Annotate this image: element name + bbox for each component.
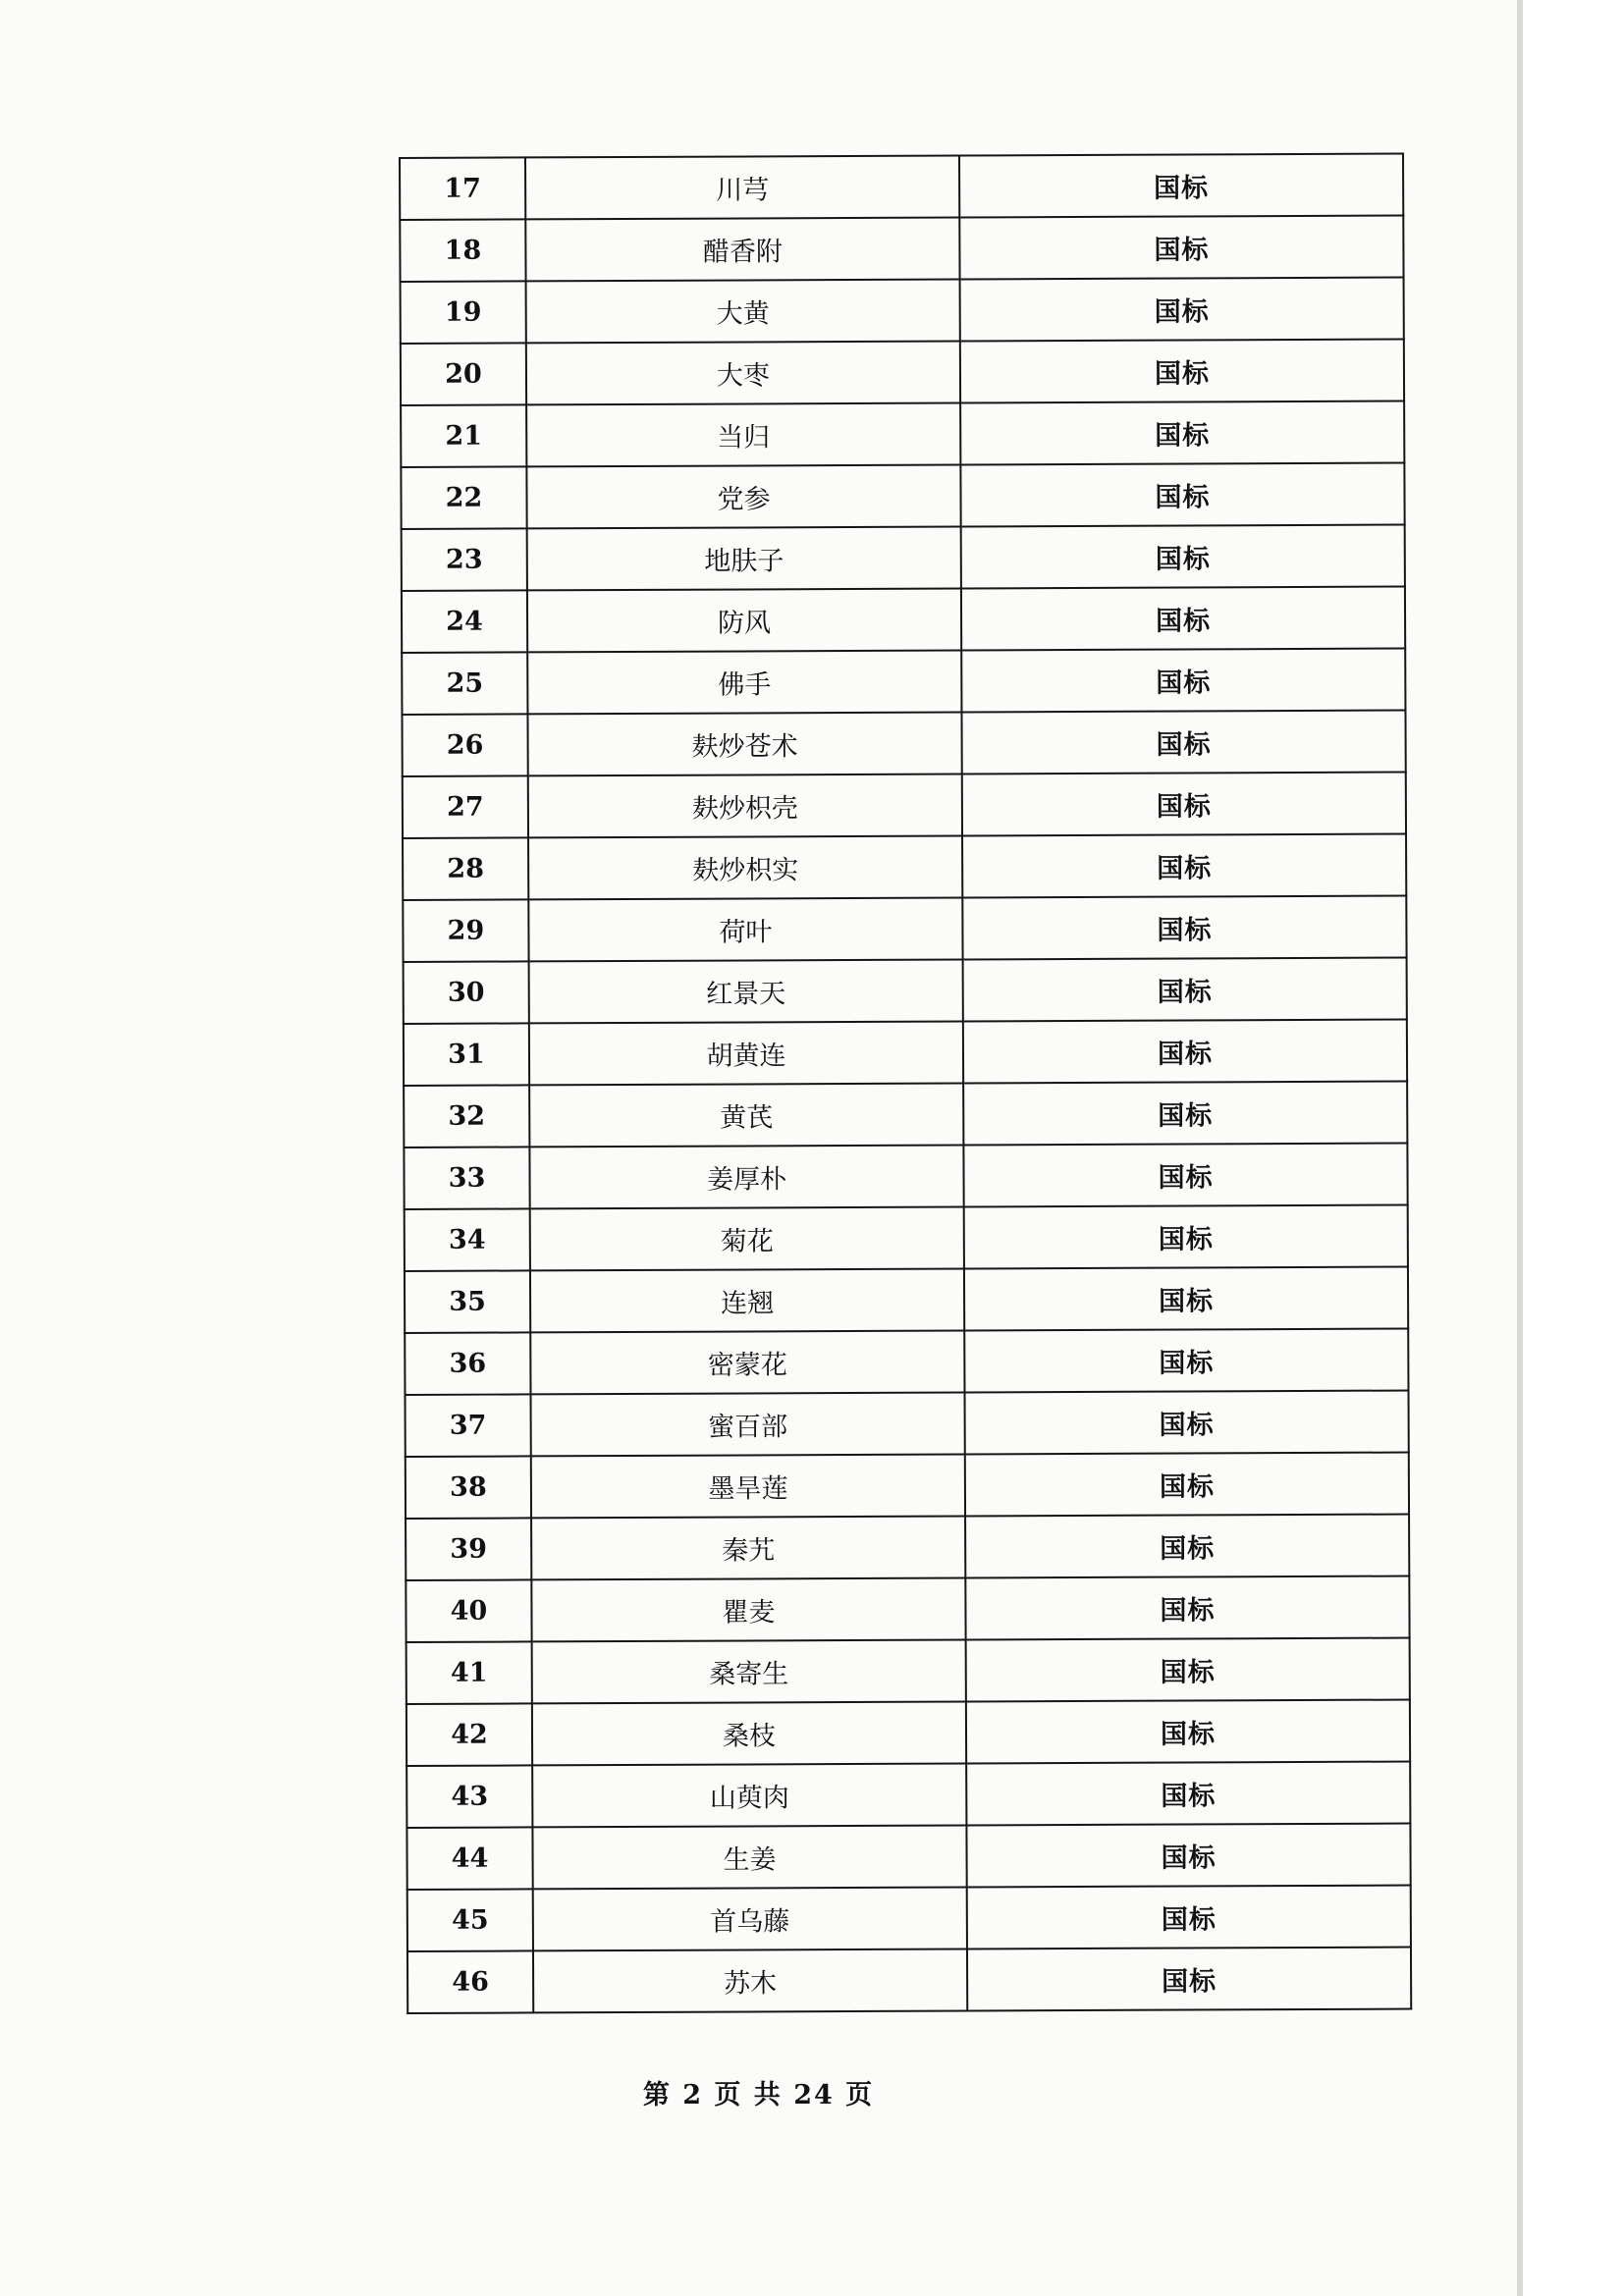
table-row xyxy=(401,278,1404,344)
row-number: 43 xyxy=(406,1765,532,1828)
herb-name: 秦艽 xyxy=(531,1516,965,1579)
standard-type: 国标 xyxy=(963,1144,1407,1207)
herb-name: 桑枝 xyxy=(532,1701,966,1765)
table-row xyxy=(403,773,1406,838)
table-row xyxy=(404,1082,1407,1148)
table-row xyxy=(403,834,1406,900)
herb-name: 醋香附 xyxy=(525,218,959,282)
row-number: 33 xyxy=(404,1147,529,1209)
row-number: 35 xyxy=(405,1270,530,1333)
herb-name: 荷叶 xyxy=(528,898,962,962)
row-number: 24 xyxy=(402,590,527,653)
herb-name: 生姜 xyxy=(532,1825,966,1889)
standard-type: 国标 xyxy=(960,401,1404,465)
herb-name: 胡黄连 xyxy=(529,1022,963,1086)
table-row xyxy=(405,1267,1408,1333)
herb-name: 山萸肉 xyxy=(532,1763,966,1827)
herb-name: 密蒙花 xyxy=(530,1330,964,1394)
row-number: 31 xyxy=(404,1023,529,1086)
standard-type: 国标 xyxy=(967,1886,1411,1949)
row-number: 40 xyxy=(406,1579,531,1642)
herb-name: 墨旱莲 xyxy=(531,1454,965,1518)
table-row xyxy=(406,1391,1409,1457)
herb-name: 首乌藤 xyxy=(533,1887,967,1950)
standard-type: 国标 xyxy=(962,896,1406,960)
herb-name: 黄芪 xyxy=(529,1083,963,1147)
table-row xyxy=(407,1948,1411,2013)
row-number: 41 xyxy=(406,1641,532,1704)
standard-type: 国标 xyxy=(961,587,1405,651)
herb-name: 苏木 xyxy=(533,1949,967,2012)
row-number: 46 xyxy=(407,1950,533,2013)
table-row xyxy=(402,587,1405,653)
herb-name: 麸炒枳实 xyxy=(528,836,962,900)
standard-type: 国标 xyxy=(960,278,1404,342)
table-row xyxy=(406,1515,1409,1580)
row-number: 45 xyxy=(407,1889,533,1951)
row-number: 34 xyxy=(405,1208,530,1271)
table-row xyxy=(400,154,1403,220)
herb-name: 当归 xyxy=(526,403,960,467)
standard-type: 国标 xyxy=(962,773,1406,836)
table-row xyxy=(403,896,1406,962)
herb-name: 红景天 xyxy=(529,960,963,1024)
standard-type: 国标 xyxy=(962,834,1406,898)
standard-type: 国标 xyxy=(966,1638,1410,1702)
scan-margin xyxy=(1523,0,1623,2296)
standard-type: 国标 xyxy=(960,463,1404,527)
table-row xyxy=(404,1144,1407,1209)
row-number: 23 xyxy=(402,528,527,591)
row-number: 19 xyxy=(401,281,526,344)
herb-name: 瞿麦 xyxy=(531,1577,965,1641)
table-row xyxy=(400,216,1403,282)
table-row xyxy=(406,1700,1410,1766)
standard-type: 国标 xyxy=(965,1515,1409,1578)
standard-type: 国标 xyxy=(963,1020,1407,1084)
herb-name: 大黄 xyxy=(526,280,960,344)
herb-name: 防风 xyxy=(527,589,961,653)
herb-name: 连翘 xyxy=(530,1268,964,1332)
herb-name: 地肤子 xyxy=(527,527,961,591)
row-number: 30 xyxy=(404,961,529,1024)
standard-type: 国标 xyxy=(964,1267,1408,1331)
table-row xyxy=(404,1020,1407,1086)
standard-type: 国标 xyxy=(961,525,1405,589)
table-row xyxy=(401,340,1404,405)
table-row xyxy=(405,1205,1408,1271)
row-number: 20 xyxy=(401,343,526,405)
herb-name: 川芎 xyxy=(525,156,959,220)
row-number: 38 xyxy=(406,1456,531,1519)
standard-type: 国标 xyxy=(961,711,1405,774)
herb-name: 桑寄生 xyxy=(532,1639,966,1703)
table-row xyxy=(406,1453,1409,1519)
row-number: 17 xyxy=(400,157,525,220)
row-number: 27 xyxy=(403,775,528,838)
standard-type: 国标 xyxy=(965,1453,1409,1517)
herb-name: 菊花 xyxy=(530,1206,964,1270)
standard-type: 国标 xyxy=(965,1576,1409,1640)
standard-type: 国标 xyxy=(963,1082,1407,1146)
row-number: 44 xyxy=(406,1827,532,1890)
page-number: 第 2 页 共 24 页 xyxy=(642,2080,875,2110)
herb-name: 蜜百部 xyxy=(531,1392,965,1456)
table-row xyxy=(401,463,1404,529)
table-row xyxy=(406,1576,1409,1642)
standard-type: 国标 xyxy=(964,1391,1408,1455)
standard-type: 国标 xyxy=(960,340,1404,403)
row-number: 25 xyxy=(402,652,527,715)
standard-type: 国标 xyxy=(964,1329,1408,1393)
row-number: 42 xyxy=(406,1703,532,1766)
herb-name: 麸炒枳壳 xyxy=(528,774,962,838)
herb-name: 麸炒苍术 xyxy=(527,713,961,776)
standard-type: 国标 xyxy=(966,1700,1410,1764)
standard-type: 国标 xyxy=(967,1948,1411,2011)
row-number: 37 xyxy=(406,1394,531,1457)
herb-table xyxy=(399,153,1412,2014)
standard-type: 国标 xyxy=(964,1205,1408,1269)
standard-type: 国标 xyxy=(963,958,1407,1022)
table-row xyxy=(406,1762,1410,1828)
standard-type: 国标 xyxy=(961,649,1405,713)
table-row xyxy=(406,1638,1410,1704)
herb-name: 姜厚朴 xyxy=(529,1145,963,1208)
row-number: 39 xyxy=(406,1518,531,1580)
row-number: 28 xyxy=(403,837,528,900)
standard-type: 国标 xyxy=(966,1762,1410,1826)
table-row xyxy=(402,649,1405,715)
herb-name: 大枣 xyxy=(526,342,960,405)
row-number: 32 xyxy=(404,1085,529,1148)
row-number: 21 xyxy=(401,404,526,467)
row-number: 36 xyxy=(405,1332,530,1395)
table-row xyxy=(401,401,1404,467)
table-row xyxy=(407,1886,1411,1951)
standard-type: 国标 xyxy=(959,154,1403,218)
table-row xyxy=(405,1329,1408,1395)
table-row xyxy=(402,525,1405,591)
row-number: 26 xyxy=(402,714,527,776)
table-row xyxy=(406,1824,1410,1890)
standard-type: 国标 xyxy=(959,216,1403,280)
row-number: 22 xyxy=(401,466,526,529)
standard-type: 国标 xyxy=(966,1824,1410,1888)
herb-name: 佛手 xyxy=(527,651,961,715)
table-row xyxy=(402,711,1405,776)
row-number: 18 xyxy=(400,219,525,282)
herb-table-body xyxy=(400,154,1411,2013)
row-number: 29 xyxy=(403,899,528,962)
table-row xyxy=(404,958,1407,1024)
herb-name: 党参 xyxy=(526,465,960,529)
